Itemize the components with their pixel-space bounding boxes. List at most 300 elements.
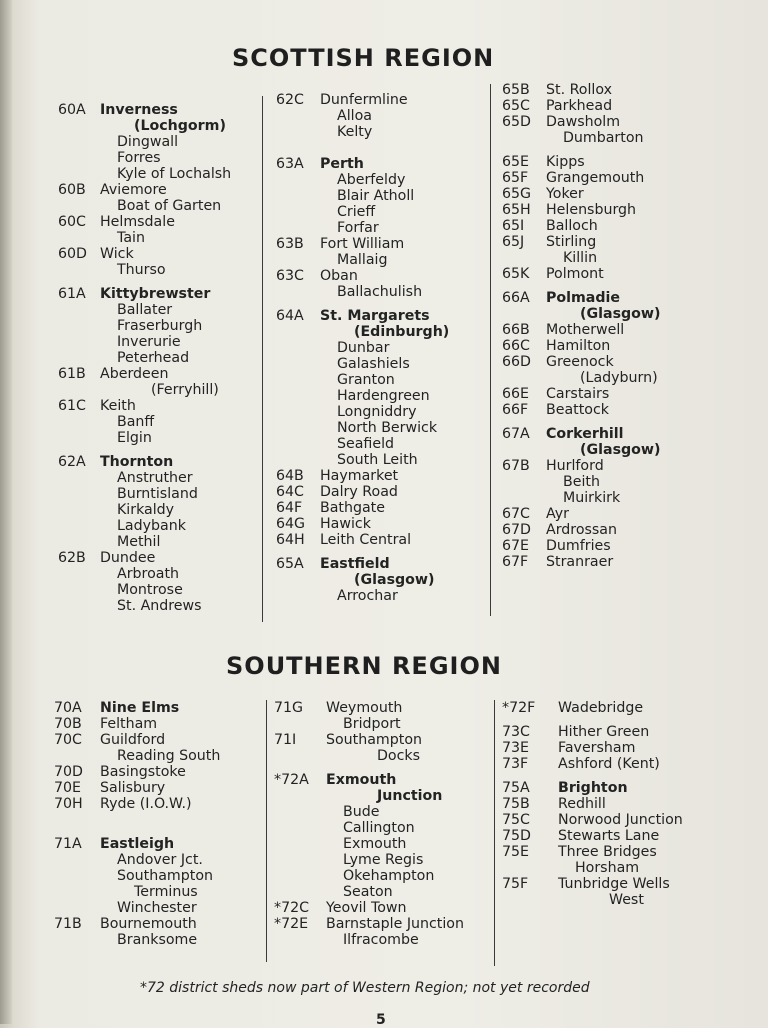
shed-name: Forfar <box>337 220 379 236</box>
shed-code: 64H <box>276 532 305 548</box>
shed-code: 70D <box>54 764 83 780</box>
spacer <box>274 764 494 772</box>
shed-name: Forres <box>117 150 161 166</box>
sub-shed-entry <box>276 220 486 236</box>
shed-code: 75E <box>502 844 530 860</box>
sub-shed-entry <box>274 748 494 764</box>
sub-shed-entry <box>58 414 258 430</box>
shed-name: Horsham <box>575 860 640 876</box>
shed-name: Crieff <box>337 204 376 220</box>
shed-entry <box>502 402 732 418</box>
sub-shed-entry <box>276 204 486 220</box>
sub-shed-entry <box>276 372 486 388</box>
shed-code: 65G <box>502 186 532 202</box>
sub-shed-entry <box>274 884 494 900</box>
shed-name: Tain <box>117 230 145 246</box>
sub-shed-entry <box>54 884 266 900</box>
shed-name: Stewarts Lane <box>558 828 660 844</box>
shed-entry <box>58 102 258 118</box>
shed-name: Eastleigh <box>100 836 175 852</box>
shed-name: Bathgate <box>320 500 385 516</box>
shed-entry <box>502 426 732 442</box>
shed-entry <box>502 740 742 756</box>
spacer <box>276 140 486 148</box>
shed-name: Perth <box>320 156 364 172</box>
shed-name: (Edinburgh) <box>354 324 450 340</box>
shed-name: Hither Green <box>558 724 650 740</box>
shed-name: Aviemore <box>100 182 167 198</box>
shed-code: 75F <box>502 876 529 892</box>
shed-name: Weymouth <box>326 700 403 716</box>
sub-shed-entry <box>276 340 486 356</box>
spacer <box>54 820 266 828</box>
shed-entry <box>502 266 732 282</box>
shed-entry <box>274 900 494 916</box>
shed-name: Carstairs <box>546 386 610 402</box>
shed-name: Bournemouth <box>100 916 197 932</box>
footnote: *72 district sheds now part of Western Region; not yet recorded <box>140 980 590 996</box>
shed-entry <box>274 916 494 932</box>
shed-entry <box>502 538 732 554</box>
shed-name: Aberdeen <box>100 366 169 382</box>
shed-entry <box>502 202 732 218</box>
shed-entry <box>502 218 732 234</box>
shed-entry <box>502 844 742 860</box>
shed-name: Junction <box>377 788 443 804</box>
sub-shed-entry <box>58 486 258 502</box>
sub-shed-entry <box>54 748 266 764</box>
shed-name: Exmouth <box>326 772 397 788</box>
shed-name: Burntisland <box>117 486 198 502</box>
shed-entry <box>276 236 486 252</box>
shed-code: 63A <box>276 156 304 172</box>
sub-shed-entry <box>502 860 742 876</box>
sub-shed-entry <box>58 470 258 486</box>
shed-name: St. Margarets <box>320 308 430 324</box>
sub-shed-entry <box>58 134 258 150</box>
shed-code: 75A <box>502 780 530 796</box>
shed-entry <box>502 98 732 114</box>
shed-code: 75B <box>502 796 530 812</box>
shed-entry <box>58 550 258 566</box>
shed-name: Bude <box>343 804 380 820</box>
shed-code: 67C <box>502 506 530 522</box>
sub-shed-entry <box>276 572 486 588</box>
shed-name: Exmouth <box>343 836 407 852</box>
shed-name: Fort William <box>320 236 405 252</box>
shed-entry <box>502 82 732 98</box>
shed-entry <box>502 506 732 522</box>
shed-entry <box>502 322 732 338</box>
southern-column-1 <box>54 700 266 948</box>
spacer <box>502 772 742 780</box>
shed-code: 60A <box>58 102 86 118</box>
sub-shed-entry <box>276 188 486 204</box>
shed-name: Blair Atholl <box>337 188 415 204</box>
shed-code: 61B <box>58 366 86 382</box>
shed-entry <box>54 732 266 748</box>
shed-name: Stirling <box>546 234 597 250</box>
sub-shed-entry <box>276 436 486 452</box>
shed-code: 71A <box>54 836 82 852</box>
shed-name: Dalry Road <box>320 484 398 500</box>
shed-code: 62C <box>276 92 304 108</box>
shed-entry <box>502 154 732 170</box>
shed-name: Longniddry <box>337 404 417 420</box>
shed-name: Feltham <box>100 716 158 732</box>
shed-code: 64B <box>276 468 304 484</box>
sub-shed-entry <box>274 932 494 948</box>
shed-entry <box>502 186 732 202</box>
shed-name: Kipps <box>546 154 585 170</box>
shed-entry <box>58 454 258 470</box>
shed-code: *72F <box>502 700 536 716</box>
shed-name: Lyme Regis <box>343 852 424 868</box>
shed-name: (Ladyburn) <box>580 370 658 386</box>
shed-name: Oban <box>320 268 358 284</box>
shed-name: Norwood Junction <box>558 812 683 828</box>
shed-name: Hawick <box>320 516 371 532</box>
shed-name: Terminus <box>134 884 198 900</box>
shed-name: (Lochgorm) <box>134 118 226 134</box>
sub-shed-entry <box>54 900 266 916</box>
shed-code: 65E <box>502 154 530 170</box>
shed-entry <box>276 468 486 484</box>
shed-name: Tunbridge Wells <box>558 876 670 892</box>
spacer <box>502 716 742 724</box>
sub-shed-entry <box>58 198 258 214</box>
shed-name: Thornton <box>100 454 174 470</box>
shed-code: 66C <box>502 338 530 354</box>
shed-code: 75D <box>502 828 531 844</box>
shed-entry <box>502 812 742 828</box>
shed-name: Southampton <box>326 732 422 748</box>
shed-name: (Glasgow) <box>354 572 435 588</box>
shed-entry <box>502 458 732 474</box>
shed-entry <box>276 516 486 532</box>
shed-code: 71B <box>54 916 82 932</box>
shed-name: Polmadie <box>546 290 621 306</box>
shed-name: Balloch <box>546 218 598 234</box>
shed-entry <box>502 386 732 402</box>
shed-entry <box>54 836 266 852</box>
shed-name: South Leith <box>337 452 418 468</box>
shed-name: Branksome <box>117 932 198 948</box>
column-divider <box>266 700 267 962</box>
shed-code: 60C <box>58 214 86 230</box>
shed-name: Inverness <box>100 102 178 118</box>
shed-name: Helensburgh <box>546 202 637 218</box>
shed-name: Brighton <box>558 780 628 796</box>
shed-name: Anstruther <box>117 470 193 486</box>
shed-name: Kelty <box>337 124 373 140</box>
sub-shed-entry <box>276 388 486 404</box>
sub-shed-entry <box>58 302 258 318</box>
sub-shed-entry <box>58 566 258 582</box>
shed-entry <box>58 286 258 302</box>
shed-code: 70A <box>54 700 82 716</box>
shed-entry <box>276 92 486 108</box>
shed-entry <box>58 182 258 198</box>
shed-code: 62B <box>58 550 86 566</box>
shed-name: Ashford (Kent) <box>558 756 660 772</box>
sub-shed-entry <box>276 108 486 124</box>
shed-name: Grangemouth <box>546 170 645 186</box>
shed-name: Yoker <box>546 186 584 202</box>
shed-code: 65B <box>502 82 530 98</box>
shed-code: 67E <box>502 538 530 554</box>
sub-shed-entry <box>276 252 486 268</box>
shed-name: West <box>609 892 644 908</box>
sub-shed-entry <box>58 430 258 446</box>
shed-entry <box>502 876 742 892</box>
shed-entry <box>274 732 494 748</box>
shed-name: Callington <box>343 820 415 836</box>
sub-shed-entry <box>276 124 486 140</box>
shed-code: 63C <box>276 268 304 284</box>
shed-code: 73C <box>502 724 530 740</box>
shed-code: 64C <box>276 484 304 500</box>
shed-code: 66A <box>502 290 530 306</box>
shed-name: Guildford <box>100 732 166 748</box>
sub-shed-entry <box>58 350 258 366</box>
shed-name: North Berwick <box>337 420 438 436</box>
shed-name: Seafield <box>337 436 395 452</box>
shed-code: *72A <box>274 772 309 788</box>
shed-entry <box>58 214 258 230</box>
sub-shed-entry <box>502 306 732 322</box>
shed-entry <box>276 268 486 284</box>
shed-code: 61C <box>58 398 86 414</box>
spacer <box>276 148 486 156</box>
shed-entry <box>502 700 742 716</box>
shed-code: *72E <box>274 916 309 932</box>
shed-name: Barnstaple Junction <box>326 916 464 932</box>
shed-code: 61A <box>58 286 86 302</box>
shed-name: Boat of Garten <box>117 198 222 214</box>
scottish-column-1 <box>58 102 258 614</box>
sub-shed-entry <box>274 868 494 884</box>
shed-entry <box>276 532 486 548</box>
shed-name: Muirkirk <box>563 490 621 506</box>
shed-name: Peterhead <box>117 350 190 366</box>
sub-shed-entry <box>276 172 486 188</box>
shed-name: Docks <box>377 748 421 764</box>
shed-name: Helmsdale <box>100 214 175 230</box>
spacer <box>58 278 258 286</box>
sub-shed-entry <box>502 370 732 386</box>
shed-code: 60D <box>58 246 87 262</box>
shed-code: 67B <box>502 458 530 474</box>
sub-shed-entry <box>502 442 732 458</box>
shed-name: (Glasgow) <box>580 306 661 322</box>
shed-name: Hardengreen <box>337 388 430 404</box>
shed-code: 60B <box>58 182 86 198</box>
shed-name: Aberfeldy <box>337 172 406 188</box>
shed-entry <box>54 796 266 812</box>
shed-name: Nine Elms <box>100 700 180 716</box>
shed-entry <box>502 756 742 772</box>
shed-code: 71I <box>274 732 297 748</box>
shed-entry <box>276 156 486 172</box>
shed-name: Eastfield <box>320 556 390 572</box>
shed-name: Corkerhill <box>546 426 624 442</box>
shed-name: Reading South <box>117 748 221 764</box>
column-divider <box>494 700 495 966</box>
shed-code: 65F <box>502 170 529 186</box>
sub-shed-entry <box>276 420 486 436</box>
page-number: 5 <box>376 1012 386 1028</box>
shed-name: Montrose <box>117 582 183 598</box>
shed-name: Beith <box>563 474 600 490</box>
shed-name: Galashiels <box>337 356 410 372</box>
shed-code: 75C <box>502 812 530 828</box>
shed-entry <box>54 916 266 932</box>
shed-code: 65A <box>276 556 304 572</box>
shed-entry <box>54 716 266 732</box>
sub-shed-entry <box>502 490 732 506</box>
sub-shed-entry <box>54 868 266 884</box>
shed-name: St. Rollox <box>546 82 613 98</box>
shed-code: 70B <box>54 716 82 732</box>
shed-name: Inverurie <box>117 334 181 350</box>
southern-column-2 <box>274 700 494 948</box>
sub-shed-entry <box>58 582 258 598</box>
spacer <box>502 146 732 154</box>
sub-shed-entry <box>58 598 258 614</box>
shed-code: 70C <box>54 732 82 748</box>
shed-code: 64G <box>276 516 306 532</box>
spacer <box>502 418 732 426</box>
shed-name: Leith Central <box>320 532 412 548</box>
shed-name: Wadebridge <box>558 700 644 716</box>
shed-name: Kittybrewster <box>100 286 211 302</box>
shed-name: Okehampton <box>343 868 435 884</box>
scottish-region-title: SCOTTISH REGION <box>232 44 495 72</box>
spacer <box>58 446 258 454</box>
shed-entry <box>276 556 486 572</box>
sub-shed-entry <box>274 788 494 804</box>
shed-name: Ryde (I.O.W.) <box>100 796 192 812</box>
shed-name: Stranraer <box>546 554 614 570</box>
sub-shed-entry <box>58 334 258 350</box>
sub-shed-entry <box>58 118 258 134</box>
sub-shed-entry <box>58 230 258 246</box>
shed-entry <box>502 780 742 796</box>
shed-entry <box>502 796 742 812</box>
shed-entry <box>276 500 486 516</box>
shed-name: Greenock <box>546 354 614 370</box>
shed-entry <box>274 700 494 716</box>
southern-region-title: SOUTHERN REGION <box>226 652 502 680</box>
shed-code: 70H <box>54 796 83 812</box>
sub-shed-entry <box>276 404 486 420</box>
shed-code: 64A <box>276 308 304 324</box>
shed-name: Fraserburgh <box>117 318 203 334</box>
shed-entry <box>54 780 266 796</box>
shed-code: 73F <box>502 756 529 772</box>
column-divider <box>262 96 263 622</box>
shed-name: Granton <box>337 372 395 388</box>
shed-entry <box>54 764 266 780</box>
shed-entry <box>502 724 742 740</box>
shed-code: 65I <box>502 218 525 234</box>
shed-code: 65D <box>502 114 531 130</box>
shed-code: 64F <box>276 500 303 516</box>
sub-shed-entry <box>276 324 486 340</box>
shed-name: Basingstoke <box>100 764 186 780</box>
column-divider <box>490 84 491 616</box>
shed-name: Kyle of Lochalsh <box>117 166 232 182</box>
shed-name: Bridport <box>343 716 401 732</box>
shed-name: Arrochar <box>337 588 398 604</box>
sub-shed-entry <box>58 502 258 518</box>
shed-code: 66F <box>502 402 529 418</box>
shed-name: Dumbarton <box>563 130 644 146</box>
shed-code: 67F <box>502 554 529 570</box>
shed-entry <box>276 308 486 324</box>
sub-shed-entry <box>54 852 266 868</box>
shed-name: Salisbury <box>100 780 166 796</box>
shed-entry <box>502 554 732 570</box>
shed-code: 65K <box>502 266 530 282</box>
sub-shed-entry <box>54 932 266 948</box>
shed-code: 70E <box>54 780 82 796</box>
shed-name: Winchester <box>117 900 197 916</box>
shed-code: 67A <box>502 426 530 442</box>
shed-name: Andover Jct. <box>117 852 203 868</box>
southern-column-3 <box>502 700 742 908</box>
shed-name: Elgin <box>117 430 152 446</box>
shed-name: Methil <box>117 534 161 550</box>
spacer <box>54 812 266 820</box>
shed-name: Three Bridges <box>558 844 657 860</box>
shed-name: Hamilton <box>546 338 611 354</box>
shed-name: Polmont <box>546 266 604 282</box>
shed-code: *72C <box>274 900 310 916</box>
shed-code: 63B <box>276 236 304 252</box>
shed-name: St. Andrews <box>117 598 202 614</box>
shed-name: Ilfracombe <box>343 932 419 948</box>
shed-entry <box>58 246 258 262</box>
shed-entry <box>502 290 732 306</box>
shed-name: Banff <box>117 414 155 430</box>
shed-name: (Ferryhill) <box>151 382 219 398</box>
scottish-column-2 <box>276 92 486 604</box>
book-spine-edge <box>0 0 12 1024</box>
shed-code: 65H <box>502 202 531 218</box>
shed-name: Hurlford <box>546 458 604 474</box>
sub-shed-entry <box>502 892 742 908</box>
shed-entry <box>502 338 732 354</box>
shed-entry <box>502 522 732 538</box>
shed-entry <box>502 170 732 186</box>
shed-name: Faversham <box>558 740 636 756</box>
shed-code: 71G <box>274 700 304 716</box>
scottish-column-3 <box>502 82 732 570</box>
sub-shed-entry <box>58 150 258 166</box>
shed-entry <box>274 772 494 788</box>
sub-shed-entry <box>276 356 486 372</box>
shed-name: Motherwell <box>546 322 625 338</box>
sub-shed-entry <box>274 820 494 836</box>
shed-name: Haymarket <box>320 468 399 484</box>
shed-name: Ballachulish <box>337 284 423 300</box>
shed-name: Mallaig <box>337 252 388 268</box>
shed-name: Arbroath <box>117 566 179 582</box>
shed-name: Dawsholm <box>546 114 621 130</box>
shed-name: Redhill <box>558 796 606 812</box>
